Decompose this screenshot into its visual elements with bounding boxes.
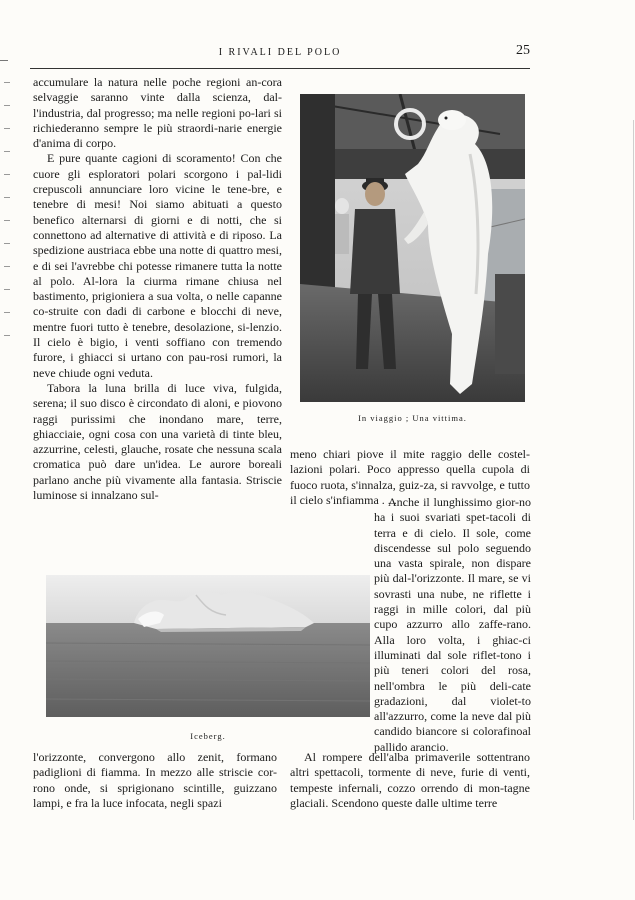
page-edge [633,120,634,820]
polar-bear-photo [300,94,525,402]
running-title: I RIVALI DEL POLO [218,47,342,58]
caption-bear: In viaggio ; Una vittima. [358,413,467,423]
paragraph: Al rompere dell'alba primaverile sottentrano altri spettacoli, tormente di neve, furie di venti, tempeste infernali, cozzo orrendo di mon-tagne glaciali. Scendono queste dalle ultime terre [290,750,530,810]
page-number: 25 [516,43,530,58]
running-head [30,43,530,63]
paragraph: meno chiari piove il mite raggio delle costel-lazioni polari. Poco appresso quella cupola di fuoco ruota, s'innalza, guiz-za, si ravvolge, e tutto il cielo s'infiamma . . . [290,447,530,507]
bottom-right-block [290,750,530,811]
narrow-column-text [374,495,531,755]
bottom-left-block [33,750,277,811]
header-rule [30,68,530,69]
paragraph: l'orizzonte, convergono allo zenit, formano padiglioni di fiamma. In mezzo alle striscie cor-rono onde, si sprigionano scintille, guizzano lampi, e fra la luce infocata, negli spazi [33,750,277,810]
paragraph: E pure quante cagioni di scoramento! Con che cuore gli esploratori polari scorgono i pal-lidi crepuscoli annunciare loro vicine le tene-bre, e tenebre di mesi! Noi siamo abituati a questo benefico alternarsi di giorni e di notti, che si connettono ad alternative di attività e di riposo. La spedizione austriaca ebbe una notte di quattro mesi, e di sei l'avrebbe chi potesse rimanere tutta la notte al polo. Al-lora la ciurma rimane chiusa nel bastimento, prigioniera a sua volta, o nelle capanne co-struite con dadi di carbone e blocchi di neve, mentre fuori tutto è tenebre, desolazione, si-lenzio. Il cielo è bigio, i venti soffiano con tremendo furore, i ghiacci si urtano con pau-rosi rumori, la neve chiude ogni veduta. [33,151,282,380]
iceberg-photo [46,575,370,717]
paragraph: Anche il lunghissimo gior-no ha i suoi svariati spet-tacoli di terra e di cielo. Il sole, come discendesse sul polo seguendo una vasta spirale, non dispare più dal-l'orizzonte. Il mare, se vi sovrasti una nube, ne riflette i raggi in mille colori, dal più cupo azzurro allo zaffe-rano. Alla loro volta, i ghiac-ci illuminati dal sole riflet-tono i più teneri colori del rosa, nell'ombra le più deli-cate gradazioni, dal violet-to all'azzurro, come la neve dal più candido biancore si colorafinoal pallido arancio. [374,495,531,754]
paragraph: Tabora la luna brilla di luce viva, fulgida, serena; il suo disco è circondato di aloni, e piovono raggi purissimi che inondano mare, terre, ghiacciaie, ogni cosa con una varietà di tinte bleu, azzurrine, celesti, glauche, rosate che nessuna scala cromatica può dare un'idea. Le aurore boreali parlano anche più vivamente alla fantasia. Striscie luminose si innalzano sul- [33,380,282,503]
left-column-text [33,75,282,503]
gutter-marks [0,60,12,500]
paragraph: accumulare la natura nelle poche regioni an-cora selvaggie saranno vinte dalla scienza, dal-l'industria, dal progresso; ma nelle regioni po-lari si richiederanno sempre le più straordi-narie energie d'anima di corpo. [33,75,282,151]
caption-iceberg: Iceberg. [190,731,226,741]
